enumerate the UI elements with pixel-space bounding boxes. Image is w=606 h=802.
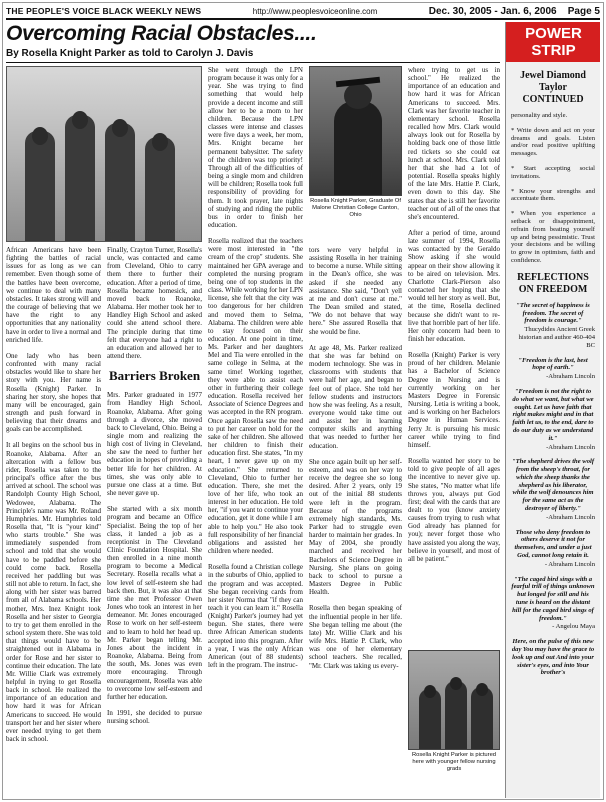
photo-person [471,687,493,749]
paragraph: Rosella wanted her story to be told to give people of all ages the incentive to never give up. She states, "No matter what life throws you, always put God first; deal with the cards that are dealt to you (know anxiety causes from trying to rush what God already has planned for you); never forget those who have assisted you along the way, believe in yourself, and most of all be patient." [408,457,500,563]
power-strip-line-2: STRIP [531,42,576,59]
photo-person [105,123,135,241]
website-url[interactable]: http://www.peoplesvoiceonline.com [252,6,378,16]
paragraph: In 1991, she decided to pursue nursing school. [107,708,202,726]
sidebar-paragraph: * Know your strengths and accentuate them. [511,187,595,203]
subhead-barriers-broken: Barriers Broken [108,368,201,384]
quote-author: - Angelou Maya [552,623,595,631]
nursing-grads-caption: Rosella Knight Parker is pictured here with younger fellow nursing grads [411,752,497,772]
issue-date [429,6,600,17]
article-column-1 [6,246,101,796]
quote-author: Thucydides Ancient Greek historian and author 460-404 BC [518,326,595,349]
sidebar-paragraph: * When you experience a setback or disappointment, refrain from beating yourself up and being pessimistic. Trust your decisions and be willing to grow in optimism, faith and confidence. [511,210,595,264]
quote-text: "The caged bird sings with a fearful trill of things unknown but longed for still and his tune is heard on the distant hill for the caged bird sings of freedom." [511,575,595,622]
paragraph: Mrs. Parker graduated in 1977 from Handley High School, Roanoke, Alabama. After going through a divorce, she moved back to Cleveland, Ohio. Being a single mom and realizing the high cost of living in Cleveland, she saw the need to further her education in hopes of providing a better life for her children. At times, she was only able to pursue one class at a time. But she never gave up. [107,391,202,498]
photo-person-head [424,685,436,698]
photo-person [445,681,467,749]
paper-name: THE PEOPLE'S VOICE BLACK WEEKLY NEWS [6,6,202,16]
article-column-3 [208,66,303,796]
paragraph: She once again built up her self-esteem, and was on her way to receive the degree she so long desired. After 2 years, only 19 out of the initial 88 students were left in the program. Because of the programs extremely high standards, Ms. Parker had to struggle even harder to maintain her grades. In May of 2004, she proudly marched and received her Bachelors of Science Degree in Nursing. She plans on going back to school to pursue a Masters Degree in Public Health. [309,457,402,597]
photo-person-head [476,683,488,696]
quote-author: -Abraham Lincoln [546,373,595,381]
article-column-4 [309,246,402,796]
graduate-head [344,83,372,109]
paragraph: African Americans have been fighting the battles of racial issues for as long as we can remember. Even though some of the battles have been overcome, we continue to deal with many obstacles. It takes strong will and the courage of believing that we have the right to any opportunities that any nationality have in order to live a normal and enriched life. [6,246,101,344]
paragraph: Rosella then began speaking of the influential people in her life. She began telling me about (the late) Mr. Willie Clark and his wife Mrs. Hattie P. Clark, who was one of her elementary school teachers. She recalled, "Mr. Clark was taking us every- [309,604,402,670]
photo-person [25,131,55,241]
sidebar-heading: Jewel Diamond Taylor CONTINUED [520,70,586,105]
quote-text: "The shepherd drives the wolf from the sheep's throat, for which the sheep thanks the shepherd as his liberator, while the wolf denounces him for the same act as the destroyer of liberty." [511,458,595,513]
paragraph: At age 48, Ms. Parker realized that she was far behind on modern technology. She was in classrooms with students that were half her age, and began to feel out of place. She told her fellow students and instructors how she was feeling. As a result, everyone would take time out and assist her in learning computer skills and anything that was needed to further her education. [309,343,402,450]
article-byline: By Rosella Knight Parker as told to Carolyn J. Davis [6,48,254,59]
paragraph: One lady who has been confronted with many racial obstacles would like to share her story with you. Her name is Rosella (Knight) Parker. In sharing her story, she hopes that many will be encouraged, gain strength and push forward in believing that their dreams and goals can be accomplished. [6,351,101,434]
sidebar-body [506,112,600,265]
quote-author: -Abraham Lincoln [546,443,595,451]
power-strip-banner [506,22,600,62]
quote-text: Those who deny freedom to others deserve it not for themselves, and under a just God, cannot long retain it. [514,528,592,560]
masthead [6,4,600,20]
paragraph: She started with a six month program and became an Office Specialist. Being the top of her class, it landed a job as a receptionist in The Cleveland Clinic Foundation Hospital. She then enrolled in a nine month program to become a Medical Secretary. Rosella recalls what a low level of self-esteem she had back then. But, it was also at that time she met Professor Owen Jones who took an interest in her demeanor. Mr. Jones encouraged Rose to work on her self-esteem and to learn to hold her head up. Mr. Parker began telling Mr. Jones about the incident in Roanoke, Alabama. Being from the south, Ms. Jones was even more encouraging. Through encouragement, Rosella was able to overcome low self-esteem and further her education. [107,505,202,701]
photo-person-head [112,119,128,137]
photo-person-head [152,133,168,151]
paragraph: where trying to get us in school." He realized the importance of an education and how hard it was for African Americans to succeed. Mrs. Clark was her favorite teacher in elementary school. Rosella recalled how Mrs. Clark would always look out for Rosella by holding back one of those little red tickets so she could eat lunch at school. Mrs. Clark told her that she had a lot of potential. Rosella speaks highly of the late Mrs. Hattie P. Clark, even down to this day. She states that she is still her favorite teacher out of all of the ones that she's encountered. [408,66,500,221]
article-headline: Overcoming Racial Obstacles.... [6,22,317,45]
power-strip-line-1: POWER [525,25,582,42]
photo-person-head [32,127,48,145]
photo-person [65,115,95,241]
paragraph: She went through the LPN program because it was only for a year. She was trying to find something that would help provide a decent income and still allow her to be a mom to her children. Because the LPN classes were intense and classes were five days a week, her mom, Mrs. Knight became her permanent babysitter. The safety of the children was top priority! Through all of the difficulties of being a single mom and children will be children; Rosella took full responsibility of providing for them. It took prayer, late nights of studying and riding the public bus in order to finish her education. [208,66,303,229]
graduate-gown [334,101,382,196]
paragraph: After a period of time, around late summer of 1994, Rosella was contacted by the Geraldo Show asking if she would appear on their show allowing it to be aired on television. Mrs. Charlotte Clark-Pierson also contacted her hoping that she would tell her story as well. But, at the time, Rosella declined because she didn't want to re-live that horrible part of her life. Her only concern had been to finish her education. [408,228,500,343]
page-number: Page 5 [567,5,600,17]
photo-person [419,689,441,749]
power-strip-sidebar [505,22,600,798]
photo-person [145,137,175,241]
paragraph: It all begins on the school bus in Roanoke, Alabama. After an altercation with a fellow bus rider, Rosella was taken to the principal's office after the bus arrived at school. The school was Randolph County High School, Wedowee, Alabama. The Principle's name was Mr. Roland Humphries. Mr. Humphries told Rosella that, "It is "your kind" who starts trouble." She was immediately suspended from school and told that she would have to be paddled before she could come back. Rosella received her paddling but was still not able to return. In fact, she along with her sister was barred from all of Alabama schools. Her mother, Mrs. Inez Knight took Rosella and her sister to Georgia to try to get them enrolled in the school system there. She was told that things would have to be straightened out in Alabama in order for Rose and her sister to continue their education. The late Mr. Willie Clark was extremely helpful in trying to get Rosella back in school. He realized the importance of an education and how hard it was for African Americans to succeed. He would transport her and her sister where ever needed trying to get them back in school. [6,441,101,744]
quote-text: "Freedom is the last, best hope of earth." [518,356,588,372]
article-column-5 [408,66,500,646]
sidebar-paragraph: * Start accepting social invitations. [511,164,595,180]
freedom-quotes [506,302,600,677]
photo-person-head [72,111,88,129]
graduation-photo [309,66,402,196]
quote-author: - Abraham Lincoln [544,560,595,568]
headline-divider [6,62,500,63]
sidebar-paragraph: * Write down and act on your dreams and goals. Listen and/or read positive uplifting messages. [511,126,595,158]
paragraph: Rosella found a Christian college in the suburbs of Ohio, applied to the program and was accepted. She began receiving cards from her sister Norma that "if they can teach it you can learn it." Rosella (Knight) Parker's journey had yet begun. She states, there were three African American students accepted into this program. After a year, I was the only African American (out of 88 students) left in the program. The instruc- [208,563,303,670]
paragraph: Rosella realized that the teachers were most interested in "the cream of the crop" students. She maintained her GPA average and completed the nursing program being one of top students in the class. While working for her LPN license, she felt that the city was too dangerous for her children and moved them to Selma, Alabama. The children were able to stay focused on their education. At one point in time, Ms. Parker and her daughters Mel and Tia were enrolled in the same college in Selma, at the same time! Working together, they were able to assist each other in furthering their college education. Rosella received her Associate of Science Degrees and was accepted in the RN program. Once again Rosella saw the need to put her career on hold for the sake of her children. She allowed her children to finish their education first. She states, "In my heart, I never gave up on my education." She returned to Cleveland, Ohio to further her education. There, she met the love of her life, who took an interest in her education. He told her, "if you want to continue your education, get it done while I am able to help you." He also took full responsibility of her financial obligations and assisted her children where needed. [208,237,303,556]
reflections-heading: REFLECTIONS ON FREEDOM [517,271,589,295]
sidebar-paragraph: personality and style. [511,112,568,119]
photo-person-head [450,677,462,690]
paragraph: Finally, Crayton Turner, Rosella's uncle, was contacted and came from Cleveland, Ohio to carry them there to further their education. After a period of time, Rosella became homesick, and moved back to Roanoke, Alabama. Her mother took her to Handley High School and asked could she attend school there. The principle during that time felt that everyone had a right to an education and allowed her to attend there. [107,246,202,361]
issue-date-range: Dec. 30, 2005 - Jan. 6, 2006 [428,5,557,17]
quote-text: Here, on the pulse of this new day You may have the grace to look up and out And into your sister's eyes, and into Your brother's [511,638,595,677]
graduation-photo-caption: Rosella Knight Parker, Graduate Of Malone Christian College Canton, Ohio [310,198,401,218]
paragraph: tors were very helpful in assisting Rosella in her training to become a nurse. While sitting in the Dean's office, she was asked if she needed any assistance. She said, "Don't yell at me and don't curse at me." The Dean smiled and stated, "We do not behave that way here." She assured Rosella that she would be fine. [309,246,402,336]
family-photo [6,66,202,242]
quote-text: "The secret of happiness is freedom. The secret of freedom is courage." [516,301,590,325]
paragraph: Rosella (Knight) Parker is very proud of her children. Melanie has a Bachelor of Science Degree in Nursing and is currently working on her Masters Degree in Forensic Nursing. Letia is writing a book, and is working on her Bachelors Degree in Human Services. Jerry Jr. is pursuing his music career while trying to find himself. [408,351,500,449]
article-column-2 [107,246,202,796]
quote-text: "Freedom is not the right to do what we want, but what we ought. Let us have faith that right makes might and in that faith let us, to the end, dare to do our duty as we understand it." [512,387,594,442]
quote-author: -Abraham Lincoln [546,513,595,521]
nursing-grads-photo [408,650,500,750]
